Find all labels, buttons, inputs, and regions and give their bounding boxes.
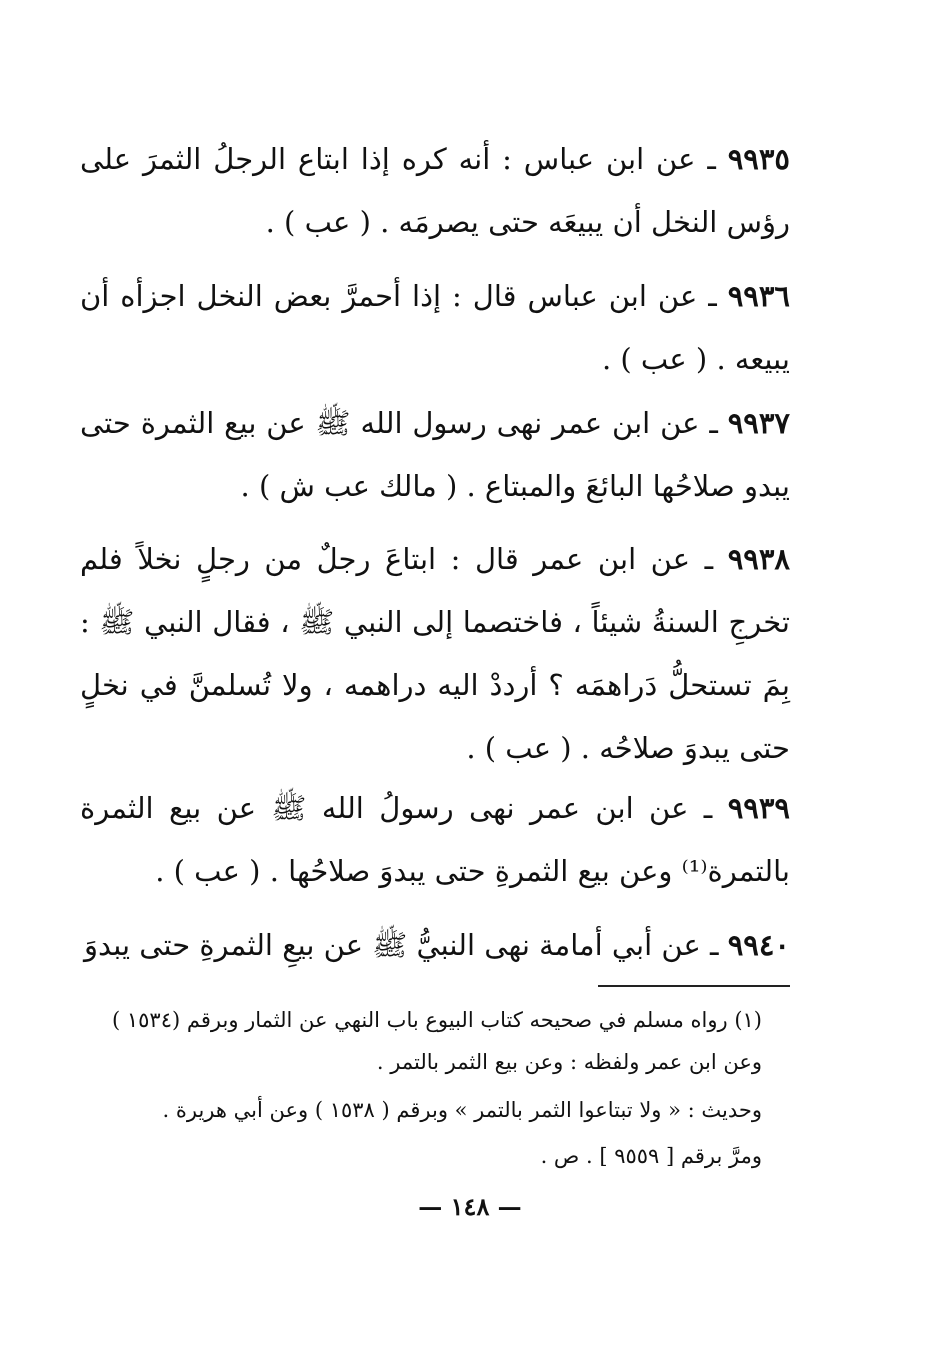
footnote-line: وحديث : « ولا تبتاعوا الثمر بالتمر » وبرقم ( ١٥٣٨ ) وعن أبي هريرة . bbox=[162, 1098, 762, 1122]
hadith-number: ٩٩٣٥ bbox=[727, 142, 791, 176]
footnote-divider bbox=[598, 985, 790, 987]
hadith-number: ٩٩٣٩ bbox=[727, 791, 790, 825]
hadith-9939: ٩٩٣٩ ـ عن ابن عمر نهى رسولُ الله ﷺ عن بيع الثمرة بالتمرة⁽¹⁾ وعن بيع الثمرةِ حتى يبدوَ صلاحُها . ( عب ) . bbox=[80, 791, 790, 888]
hadith-text: عن ابن عمر قال : ابتاعَ رجلٌ من رجلٍ نخلاً فلم تخرجِ السنةُ شيئاً ، فاختصما إلى النبي ﷺ ، فقال النبي ﷺ : بِمَ تستحلُّ دَراهمَه ؟ أرددْ اليه دراهمه ، ولا تُسلمنَّ في نخلٍ حتى يبدوَ صلاحُه . ( عب ) . bbox=[80, 542, 790, 765]
hadith-text: عن ابن عباس : أنه كره إذا ابتاع الرجلُ الثمرَ على رؤس النخل أن يبيعَه حتى يصرمَه . ( عب ) . bbox=[80, 142, 790, 239]
footnote-line: (١) رواه مسلم في صحيحه كتاب البيوع باب النهي عن الثمار وبرقم (١٥٣٤ ) bbox=[112, 1008, 762, 1032]
footnote-line: وعن ابن عمر ولفظه : وعن بيع الثمر بالتمر . bbox=[376, 1050, 762, 1074]
hadith-9937: ٩٩٣٧ ـ عن ابن عمر نهى رسول الله ﷺ عن بيع الثمرة حتى يبدو صلاحُها البائعَ والمبتاع . ( مالك عب ش ) . bbox=[80, 406, 790, 503]
hadith-9938: ٩٩٣٨ ـ عن ابن عمر قال : ابتاعَ رجلٌ من رجلٍ نخلاً فلم تخرجِ السنةُ شيئاً ، فاختصما إلى النبي ﷺ ، فقال النبي ﷺ : بِمَ تستحلُّ دَراهمَه ؟ أرددْ اليه دراهمه ، ولا تُسلمنَّ في نخلٍ حتى يبدوَ صلاحُه . ( عب ) . bbox=[80, 542, 790, 765]
hadith-text: عن ابن عمر نهى رسولُ الله ﷺ عن بيع الثمرة بالتمرة⁽¹⁾ وعن بيع الثمرةِ حتى يبدوَ صلاحُها . ( عب ) . bbox=[80, 791, 790, 888]
hadith-9940: ٩٩٤٠ ـ عن أبي أمامة نهى النبيُّ ﷺ عن بيعِ الثمرةِ حتى يبدوَ bbox=[84, 928, 790, 962]
hadith-text: عن أبي أمامة نهى النبيُّ ﷺ عن بيعِ الثمرةِ حتى يبدوَ bbox=[84, 928, 701, 962]
hadith-text: عن ابن عمر نهى رسول الله ﷺ عن بيع الثمرة حتى يبدو صلاحُها البائعَ والمبتاع . ( مالك عب ش ) . bbox=[80, 406, 790, 503]
hadith-9936: ٩٩٣٦ ـ عن ابن عباس قال : إذا أحمرَّ بعض النخل اجزأه أن يبيعه . ( عب ) . bbox=[80, 279, 790, 376]
hadith-number: ٩٩٣٧ bbox=[727, 406, 790, 440]
hadith-number: ٩٩٣٦ bbox=[727, 279, 790, 313]
page-number: — ١٤٨ — bbox=[418, 1192, 522, 1221]
footnote-line: ومرَّ برقم [ ٩٥٥٩ ] . ص . bbox=[540, 1144, 762, 1168]
hadith-text: عن ابن عباس قال : إذا أحمرَّ بعض النخل اجزأه أن يبيعه . ( عب ) . bbox=[80, 279, 790, 376]
hadith-number: ٩٩٣٨ bbox=[727, 542, 790, 576]
hadith-9935: ٩٩٣٥ ـ عن ابن عباس : أنه كره إذا ابتاع الرجلُ الثمرَ على رؤس النخل أن يبيعَه حتى يصرمَه . ( عب ) . bbox=[80, 142, 791, 239]
hadith-number: ٩٩٤٠ bbox=[727, 928, 790, 962]
